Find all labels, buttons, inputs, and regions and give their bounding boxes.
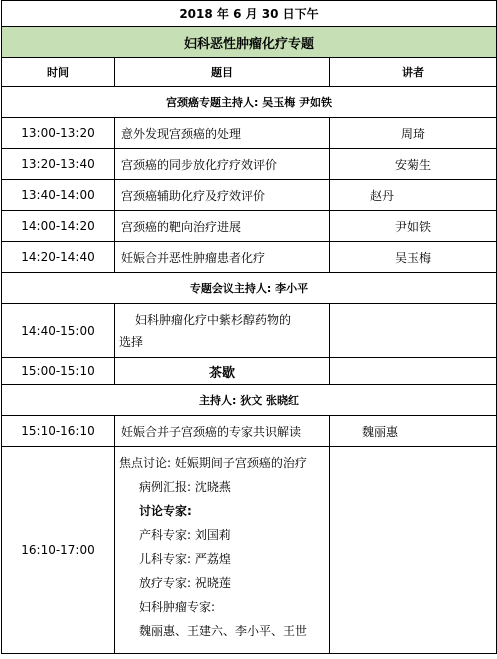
row-speaker: 周琦 <box>330 118 497 149</box>
table-row <box>2 180 497 211</box>
section-row <box>2 87 497 118</box>
schedule-table <box>1 0 497 654</box>
discussion-pediatrics: 儿科专家: 严荔煌 <box>139 552 231 566</box>
row-speaker: 魏丽惠 <box>330 416 497 447</box>
row-topic: 意外发现宫颈癌的处理 <box>115 118 330 149</box>
row-speaker: 安菊生 <box>330 149 497 180</box>
row-topic: 宫颈癌辅助化疗及疗效评价 <box>115 180 330 211</box>
tea-break-label: 茶歇 <box>115 358 330 385</box>
section-chair: 宫颈癌专题主持人: 吴玉梅 尹如铁 <box>2 87 497 118</box>
row-speaker: 吴玉梅 <box>330 242 497 273</box>
schedule-document <box>1 0 496 654</box>
discussion-case: 病例汇报: 沈晓燕 <box>139 480 231 494</box>
row-time: 13:00-13:20 <box>2 118 115 149</box>
discussion-gyn-onc-label: 妇科肿瘤专家: <box>139 600 216 614</box>
row-topic-line: 妇科肿瘤化疗中紫杉醇药物的 <box>135 312 292 327</box>
row-topic <box>115 304 330 358</box>
table-row <box>2 118 497 149</box>
section-row <box>2 273 497 304</box>
row-topic: 宫颈癌的同步放化疗疗效评价 <box>115 149 330 180</box>
row-time: 14:00-14:20 <box>2 211 115 242</box>
row-time: 15:10-16:10 <box>2 416 115 447</box>
row-time: 13:20-13:40 <box>2 149 115 180</box>
section-chair: 主持人: 狄文 张晓红 <box>2 385 497 416</box>
discussion-row <box>2 447 497 654</box>
row-speaker <box>330 358 497 385</box>
session-title-row <box>2 27 497 58</box>
column-header-speaker: 讲者 <box>330 58 497 87</box>
table-row <box>2 416 497 447</box>
row-time: 14:40-15:00 <box>2 304 115 358</box>
row-time: 15:00-15:10 <box>2 358 115 385</box>
row-time: 16:10-17:00 <box>2 447 115 654</box>
column-header-topic: 题目 <box>115 58 330 87</box>
row-topic: 宫颈癌的靶向治疗进展 <box>115 211 330 242</box>
table-row <box>2 149 497 180</box>
discussion-radiotherapy: 放疗专家: 祝晓莲 <box>139 576 231 590</box>
row-speaker <box>330 447 497 654</box>
discussion-details <box>115 447 330 654</box>
tea-break-row <box>2 358 497 385</box>
section-row <box>2 385 497 416</box>
column-header-row <box>2 58 497 87</box>
table-row <box>2 304 497 358</box>
date-header: 2018 年 6 月 30 日下午 <box>2 1 497 27</box>
row-topic-line: 选择 <box>119 334 144 349</box>
row-topic: 妊娠合并恶性肿瘤患者化疗 <box>115 242 330 273</box>
section-chair: 专题会议主持人: 李小平 <box>2 273 497 304</box>
discussion-obstetrics: 产科专家: 刘国莉 <box>139 528 231 542</box>
discussion-focus: 焦点讨论: 妊娠期间子宫颈癌的治疗 <box>119 456 307 470</box>
discussion-experts-label: 讨论专家: <box>139 504 192 518</box>
row-speaker <box>330 304 497 358</box>
discussion-gyn-onc-names: 魏丽惠、王建六、李小平、王世 <box>139 624 308 638</box>
session-title: 妇科恶性肿瘤化疗专题 <box>2 27 497 58</box>
row-time: 14:20-14:40 <box>2 242 115 273</box>
row-topic: 妊娠合并子宫颈癌的专家共识解读 <box>115 416 330 447</box>
date-row <box>2 1 497 27</box>
table-row <box>2 211 497 242</box>
column-header-time: 时间 <box>2 58 115 87</box>
row-speaker: 赵丹 <box>330 180 497 211</box>
table-row <box>2 242 497 273</box>
row-time: 13:40-14:00 <box>2 180 115 211</box>
row-speaker: 尹如铁 <box>330 211 497 242</box>
